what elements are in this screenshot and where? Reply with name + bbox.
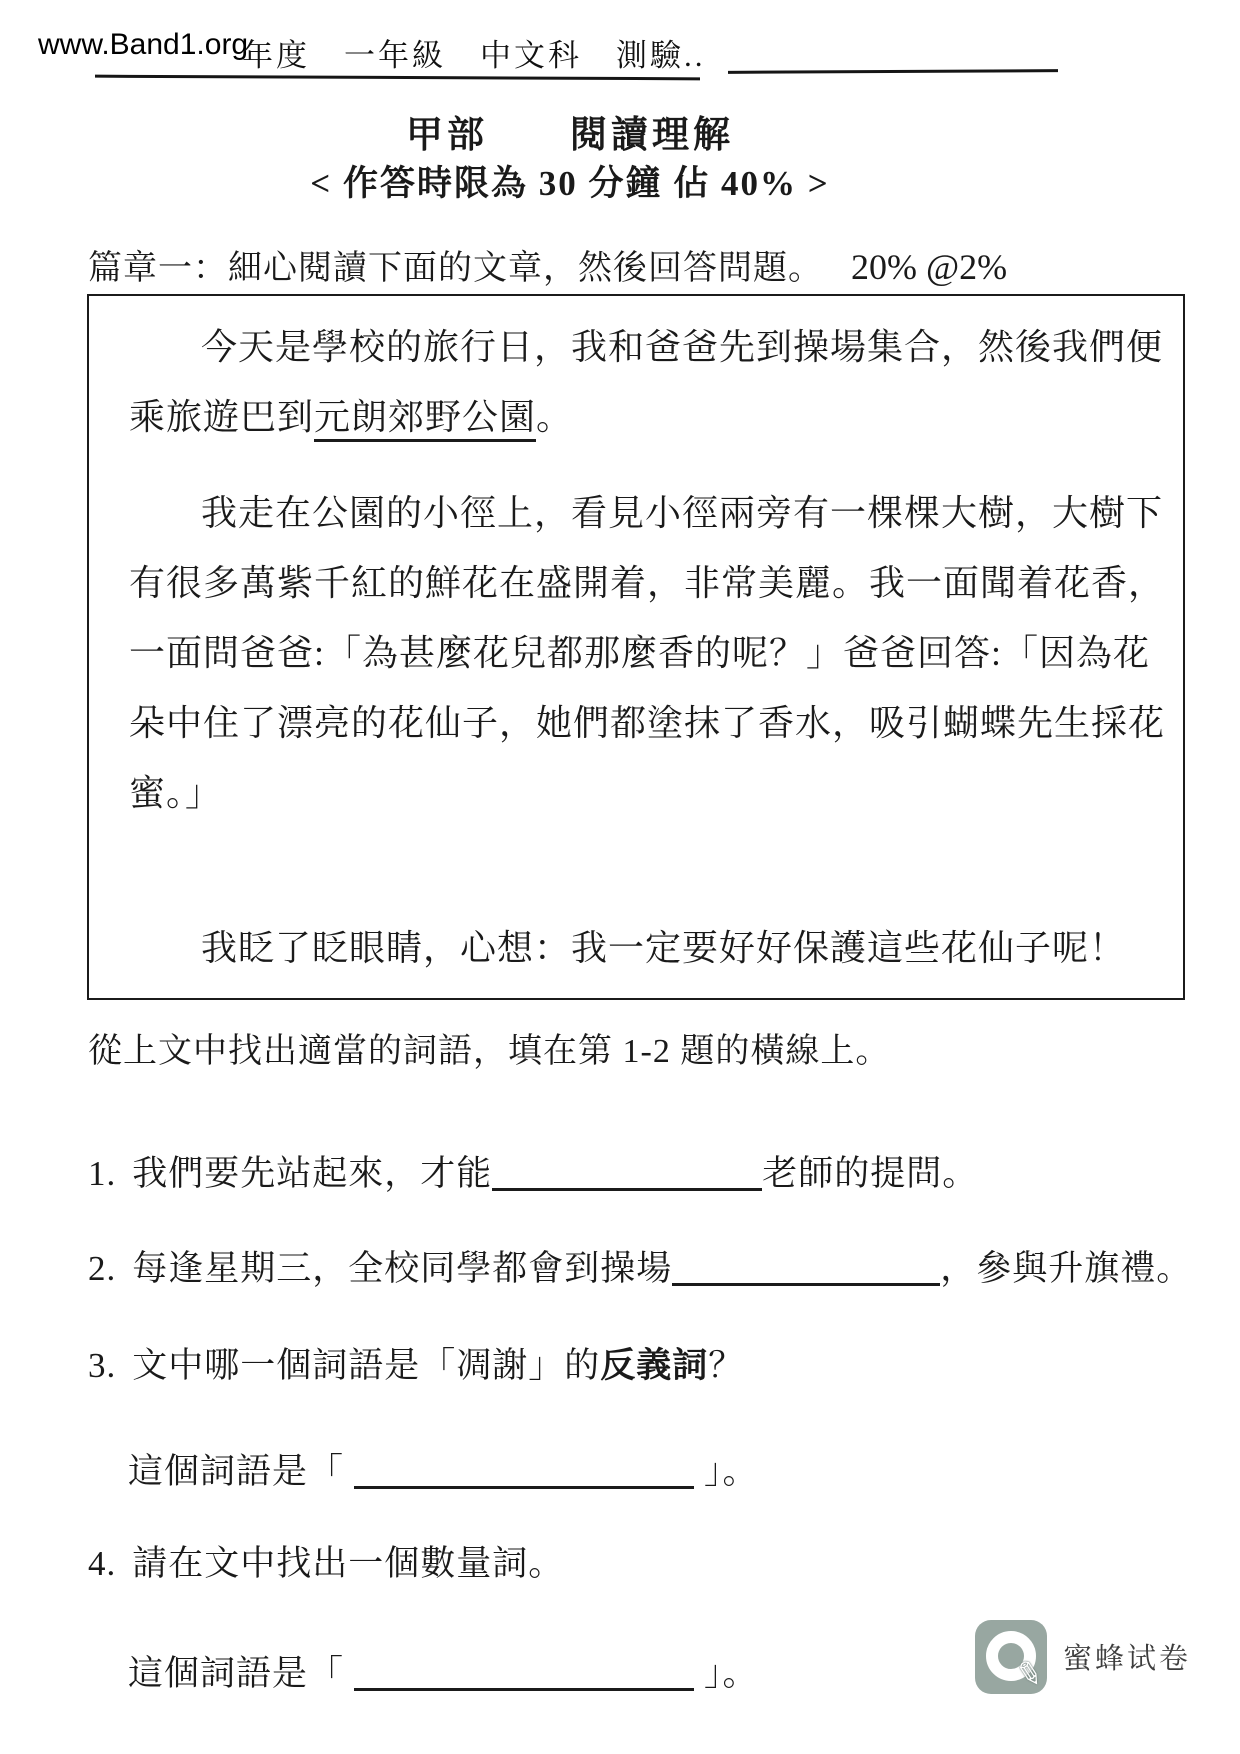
question-4-answer-line <box>128 1645 759 1696</box>
answer-label: 」。 <box>704 1451 759 1491</box>
question-3 <box>88 1338 744 1388</box>
passage-box <box>87 294 1185 1000</box>
question-text: 老師的提問。 <box>762 1153 979 1193</box>
header-underline-right <box>728 69 1058 74</box>
brand-q-icon <box>975 1620 1047 1694</box>
exam-header-line: 年度 一年級 中文科 測驗.. <box>242 38 706 73</box>
answer-blank-line <box>492 1151 762 1191</box>
answer-blank-line <box>354 1449 694 1489</box>
answer-label: 這個詞語是「 <box>128 1653 345 1693</box>
question-keyword-bold: 反義詞 <box>600 1346 709 1385</box>
question-number: 3. <box>88 1346 117 1385</box>
question-text: ？ <box>708 1346 745 1385</box>
passage-line <box>129 382 1169 452</box>
question-number: 2. <box>88 1248 117 1288</box>
questions-instruction: 從上文中找出適當的詞語，填在第 1-2 題的橫線上。 <box>88 1033 891 1070</box>
question-4 <box>88 1536 564 1586</box>
answer-blank-line <box>672 1246 940 1286</box>
intro-score: 20% @2% <box>851 247 1008 287</box>
answer-label: 」。 <box>704 1653 759 1693</box>
passage-line: 朵中住了漂亮的花仙子，她們都塗抹了香水，吸引蝴蝶先生採花 <box>129 703 1166 743</box>
passage-text: 乘旅遊巴到 <box>129 397 315 437</box>
passage-text: 。 <box>536 397 574 437</box>
question-text: 每逢星期三，全校同學都會到操場 <box>132 1248 673 1288</box>
passage-line: 今天是學校的旅行日，我和爸爸先到操場集合，然後我們便 <box>201 327 1164 367</box>
question-text: 我們要先站起來，才能 <box>132 1153 493 1193</box>
passage-intro <box>88 240 1007 289</box>
question-text: 請在文中找出一個數量詞。 <box>132 1544 565 1583</box>
header-underline-left <box>95 75 700 81</box>
underlined-place-name: 元朗郊野公園 <box>314 397 536 442</box>
question-text: ，參與升旗禮。 <box>940 1248 1193 1288</box>
brand-name: 蜜蜂试卷 <box>1063 1643 1192 1675</box>
answer-label: 這個詞語是「 <box>128 1451 345 1491</box>
answer-blank-line <box>354 1651 694 1691</box>
question-3-answer-line <box>128 1443 759 1494</box>
question-text: 文中哪一個詞語是「凋謝」的 <box>132 1346 601 1385</box>
pencil-icon: ✎ <box>1012 1652 1047 1696</box>
intro-text: 篇章一：細心閱讀下面的文章，然後回答問題。 <box>88 250 823 287</box>
section-time-limit: < 作答時限為 30 分鐘 佔 40% > <box>310 164 830 203</box>
passage-line: 我眨了眨眼睛，心想：我一定要好好保護這些花仙子呢！ <box>201 928 1127 968</box>
passage-line: 我走在公園的小徑上，看見小徑兩旁有一棵棵大樹，大樹下 <box>201 493 1164 533</box>
passage-line: 蜜。」 <box>129 773 223 813</box>
question-number: 4. <box>88 1544 117 1583</box>
passage-line: 有很多萬紫千紅的鮮花在盛開着，非常美麗。我一面聞着花香， <box>129 563 1166 603</box>
brand-logo <box>975 1620 1233 1696</box>
question-2 <box>88 1240 1192 1291</box>
section-title: 甲部 閱讀理解 <box>406 115 734 156</box>
question-1 <box>88 1145 978 1196</box>
passage-line: 一面問爸爸:「為甚麼花兒都那麼香的呢？」爸爸回答:「因為花 <box>129 633 1151 673</box>
question-number: 1. <box>88 1153 117 1193</box>
watermark-site-url: www.Band1.org <box>38 28 249 61</box>
